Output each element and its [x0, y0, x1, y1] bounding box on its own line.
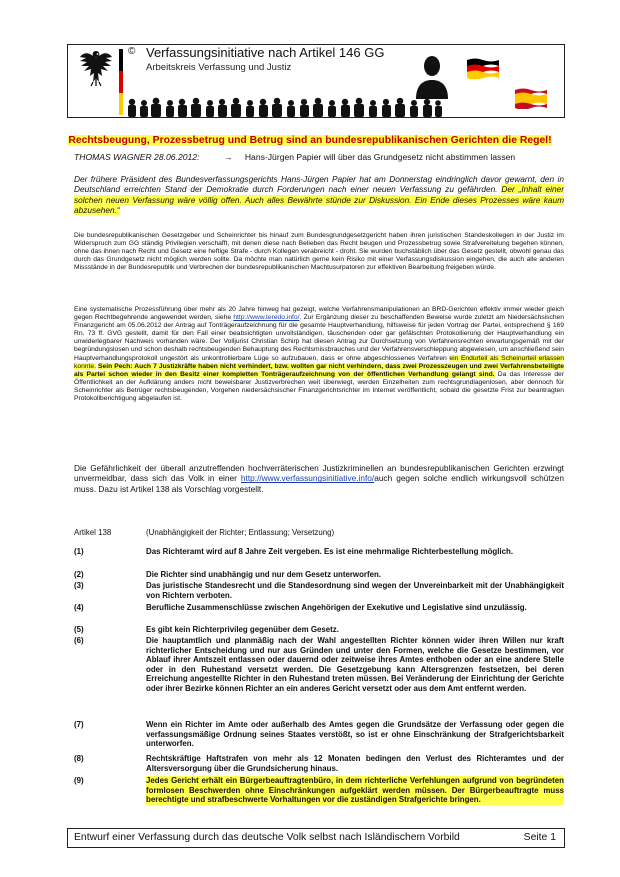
header-subtitle: Arbeitskreis Verfassung und Justiz	[146, 62, 292, 73]
intro-quote: Der „Inhalt einer solchen neuen Verfassung wäre völlig offen. Auch alles Bewährte stünde zur Diskussion. Ein Ende dieses Prozesses wäre kaum abzusehen.“	[74, 184, 565, 216]
byline	[74, 152, 554, 162]
article-item-text: Das juristische Standesrecht und die Standesordnung sind wegen der Unvereinbarkeit mit der Unabhängigkeit von Richtern verboten.	[146, 581, 564, 600]
page-number: Seite 1	[523, 832, 556, 843]
german-flag-bar-icon	[119, 49, 123, 115]
article-item-text: Berufliche Zusammenschlüsse zwischen Angehörigen der Exekutive und Legislative sind unzulässig.	[146, 603, 527, 612]
byline-text: Hans-Jürgen Papier will über das Grundgesetz nicht abstimmen lassen	[244, 152, 516, 162]
body-paragraph-2	[74, 306, 564, 403]
article-item-text: Wenn ein Richter im Amte oder außerhalb des Amtes gegen die Grundsätze der Verfassung oder gegen die verfassungsmäßige Ordnung seines Staates verstößt, so ist er ohne Einschränkung der Strafgerichtsbarkeit unterworfen.	[146, 720, 564, 749]
paragraph-2-part-3: Da das Interesse der Öffentlichkeit an der Aufklärung anders nicht beweisbarer Justizverbrechen weit überwiegt, werden Einzelheiten zum rechtsgrundlagenlosen, aber dennoch für Scheinrichter als Betrüger rechtsbeugenden, Vorgehen niedersächsischer Finanzgerichtsrichter im Internet veröffentlicht, sobald die gesetzte Frist zur beantragten Protokollberichtigung abgelaufen ist.	[74, 370, 565, 403]
article-item-text: Es gibt kein Richterprivileg gegenüber dem Gesetz.	[146, 625, 339, 634]
article-item-number: (3)	[74, 581, 84, 590]
headline-text: Rechtsbeugung, Prozessbetrug und Betrug sind an bundesrepublikanischen Gerichten die Regel!	[68, 135, 552, 146]
warning-part-1: Die Gefährlichkeit der überall anzutreffenden hochverräterischen Justizkriminellen an bundesrepublikanischen Gerichten erzwingt unvermeidbar, dass sich das Volk in einer	[74, 463, 564, 484]
arrow-right-icon: →	[223, 152, 233, 162]
article-item-text: Jedes Gericht erhält ein Bürgerbeauftragtenbüro, in dem richterliche Verfehlungen aufgrund von begründeten formlosen Beschwerden ohne Einschränkungen aufgeklärt werden müssen. Der Bürgerbeauftragte muss berechtigte und strafbeschwerte Vorhaltungen vor die zuständigen Strafgerichte bringen.	[146, 776, 564, 805]
person-avatar-icon	[413, 53, 451, 99]
article-item-text: Die Richter sind unabhängig und nur dem Gesetz unterworfen.	[146, 570, 381, 579]
body-paragraph-1: Die bundesrepublikanischen Gesetzgeber und Scheinrichter bis hinauf zum Bundesgrundgesetzgericht haben ihren juristischen Standeskollegen in der Justiz im Widerspruch zum GG ständig Privilegien verschafft, mit denen diese nach Belieben das Recht beugen und Prozessbetrug sowie Strafvereitelung begehen können, ohne das ihnen nach Recht und Gesetz eine heftige Strafe - durch Kollegen verabreicht - droht. Sie wurden buchstäblich über das Gesetz gestellt, obwohl genau das durch das Grundgesetz nicht möglich werden sollte. Da möchte man natürlich gerne kein Risiko mit einer Verfassungsdiskussion eingehen, die auch alle anderen Missstände in der Bundesrepublik und Verbrechen der bundesrepublikanischen Machtusurpatoren zur effektiven Bearbeitung freigeben würde.	[74, 232, 564, 272]
article-item-number: (7)	[74, 720, 84, 729]
verfassungsinitiative-link[interactable]: http://www.verfassungsinitiative.info/	[240, 473, 375, 484]
crowd-silhouette-icon	[126, 97, 442, 117]
waving-german-flag-icon	[466, 57, 500, 79]
footer-text: Entwurf einer Verfassung durch das deutsche Volk selbst nach Isländischem Vorbild	[74, 832, 460, 843]
intro-text: Der frühere Präsident des Bundesverfassungsgerichts Hans-Jürgen Papier hat am Donnerstag eindringlich davor gewarnt, den in Deutschland erreichten Stand der Demokratie durch Forderungen nach einer neuen Verfassung zu gefährden.	[74, 174, 564, 195]
article-item-number: (8)	[74, 754, 84, 763]
byline-author: THOMAS WAGNER 28.06.2012:	[74, 152, 200, 162]
article-item-number: (9)	[74, 776, 84, 785]
paragraph-2-part-2: . Zur Ergänzung dieser zu beschaffenden Beweise wurde zuletzt am Niedersächsischen Finanzgericht am 05.06.2012 der Antrag auf Tonträgeraufzeichnung für die gesamte Hauptverhandlung, hilfsweise für jeden Vortrag der Partei, entsprechend § 169 Rn. 73 ff. GVG gestellt, damit für den Fall einer beabsichtigten unvollständigen, täuschenden oder gar gefälschten Protokollierung der Hauptverhandlung ein unwiderlegbarer Nachweis vorhanden wäre. Der Volljurist Christian Schirp hat diesen Antrag zur Durchsetzung von Verfahrensrechten erwartungsgemäß mit der begründungslosen und schon deshalb rechtsbeugenden Behauptung des Rechtsmissbrauches und der Verfahrensverschleppung abgewiesen, um anschließend sein Hauptverhandlungsprotokoll ungestört als unkontrollierbare Lüge so aufzubauen, dass er ohne abgeschlossenes Verfahren	[74, 314, 564, 362]
paragraph-2-highlight: ein Endurteil als Scheinurteil erlassen konnte.	[74, 354, 564, 370]
warning-part-2: auch gegen solche endlich wirkungsvoll schützen muss. Dazu ist Artikel 138 als Vorschlag vorgestellt.	[74, 473, 564, 494]
article-item-number: (5)	[74, 625, 84, 634]
waving-spanish-flag-icon	[514, 87, 548, 109]
article-title: (Unabhängigkeit der Richter; Entlassung; Versetzung)	[146, 528, 335, 537]
warning-paragraph	[74, 463, 564, 494]
article-item-text: Die hauptamtlich und planmäßig nach der Wahl angestellten Richter können wider ihren Willen nur kraft richterlicher Entscheidung und nur aus Gründen und unter den Formen, welche die Gesetze bestimmen, vor Ablauf ihrer Amtszeit entlassen oder dauernd oder zeitweise ihres Amtes enthoben oder an eine andere Stelle oder in den Ruhestand versetzt werden. Die Gesetzgebung kann Altersgrenzen festsetzen, bei deren Erreichung angestellte Richter in den Ruhestand treten müssen. Bei Veränderung der Einrichtung der Gerichte oder ihrer Bezirke können Richter an ein anderes Gericht versetzt oder aus dem Amt entfernt werden.	[146, 636, 564, 693]
teredo-link[interactable]: http://www.teredo.info/	[233, 314, 300, 322]
intro-paragraph	[74, 174, 564, 216]
article-label: Artikel 138	[74, 528, 112, 537]
article-item-text: Rechtskräftige Haftstrafen von mehr als 12 Monaten bedingen den Verlust des Richteramtes und der Altersversorgung über die Grundsicherung hinaus.	[146, 754, 564, 773]
header-box	[67, 44, 565, 118]
article-item-number: (4)	[74, 603, 84, 612]
federal-eagle-icon	[77, 48, 115, 88]
article-item-number: (1)	[74, 547, 84, 556]
header-title: Verfassungsinitiative nach Artikel 146 GG	[146, 45, 385, 60]
article-item-number: (2)	[74, 570, 84, 579]
copyright-symbol: ©	[128, 46, 136, 57]
paragraph-2-bold-highlight: Sein Pech: Auch 7 Justizkräfte haben nicht verhindert, bzw. wollten gar nicht verhindern, dass zwei Prozesszeugen und zwei Verfahrensbeteiligte als Partei schon wieder in den Besitz einer kompletten Tonträgeraufzeichnung von der öffentlichen Verhandlung gelangt sind.	[74, 362, 564, 378]
headline	[0, 130, 620, 148]
article-item-text: Das Richteramt wird auf 8 Jahre Zeit vergeben. Es ist eine mehrmalige Richterbestellung möglich.	[146, 547, 514, 556]
paragraph-2-part-1: Eine systematische Prozessführung über mehr als 20 Jahre hinweg hat gezeigt, welche Verfahrensmanipulationen an BRD-Gerichten effektiv immer wieder gleich gegen Rechtbegehrende angewendet werden, siehe	[74, 306, 564, 322]
article-item-number: (6)	[74, 636, 84, 645]
footer-box	[67, 828, 565, 848]
